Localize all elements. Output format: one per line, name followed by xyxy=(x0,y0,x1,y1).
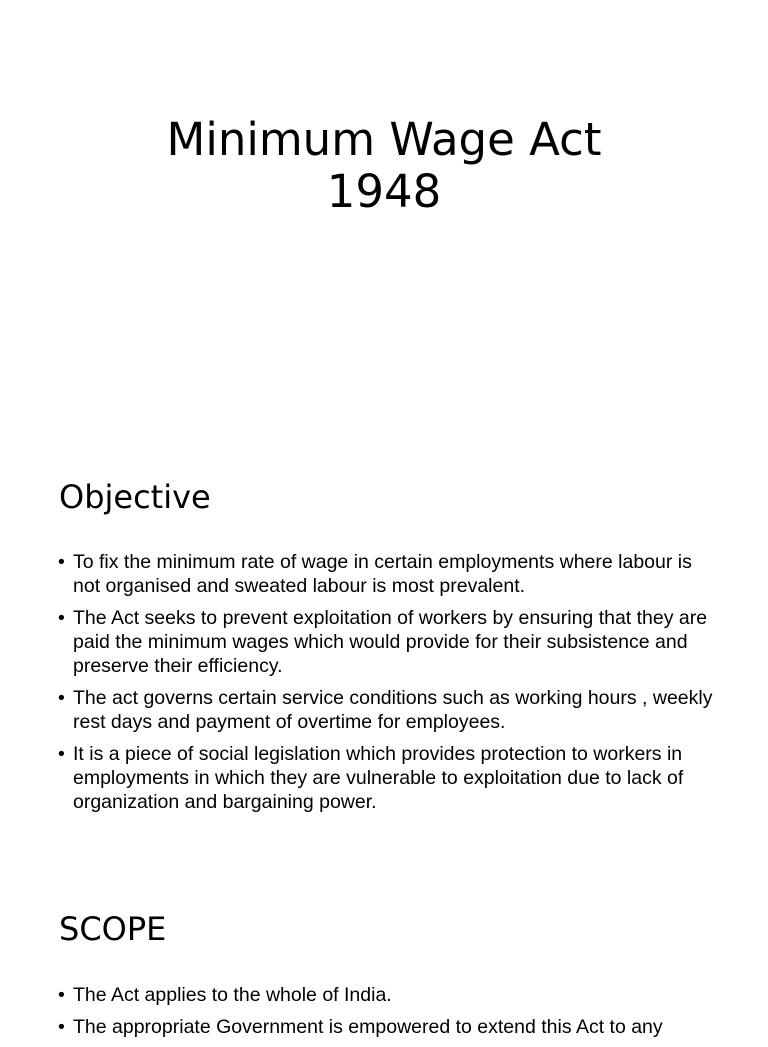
scope-bullet: • The Act applies to the whole of India. xyxy=(56,983,716,1007)
objective-bullet: • It is a piece of social legislation which provides protection to workers in employments in which they are vulnerable to exploitation due to lack of organization and bargaining power. xyxy=(56,742,716,814)
scope-bullet: • The appropriate Government is empowered to extend this Act to any xyxy=(56,1015,716,1039)
main-title xyxy=(0,114,768,218)
objective-bullet-list xyxy=(56,550,716,822)
objective-slide xyxy=(0,460,768,860)
main-title-line-2: 1948 xyxy=(326,165,442,218)
title-slide xyxy=(0,0,768,440)
objective-bullet: • The Act seeks to prevent exploitation of workers by ensuring that they are paid the minimum wages which would provide for their subsistence and preserve their efficiency. xyxy=(56,606,716,678)
main-title-line-1: Minimum Wage Act xyxy=(166,113,602,166)
scope-slide xyxy=(0,890,768,1038)
objective-heading: Objective xyxy=(59,478,211,516)
scope-bullet-list xyxy=(56,983,716,1047)
objective-bullet: • To fix the minimum rate of wage in certain employments where labour is not organised and sweated labour is most prevalent. xyxy=(56,550,716,598)
objective-bullet: • The act governs certain service conditions such as working hours , weekly rest days and payment of overtime for employees. xyxy=(56,686,716,734)
scope-heading: SCOPE xyxy=(59,910,167,948)
